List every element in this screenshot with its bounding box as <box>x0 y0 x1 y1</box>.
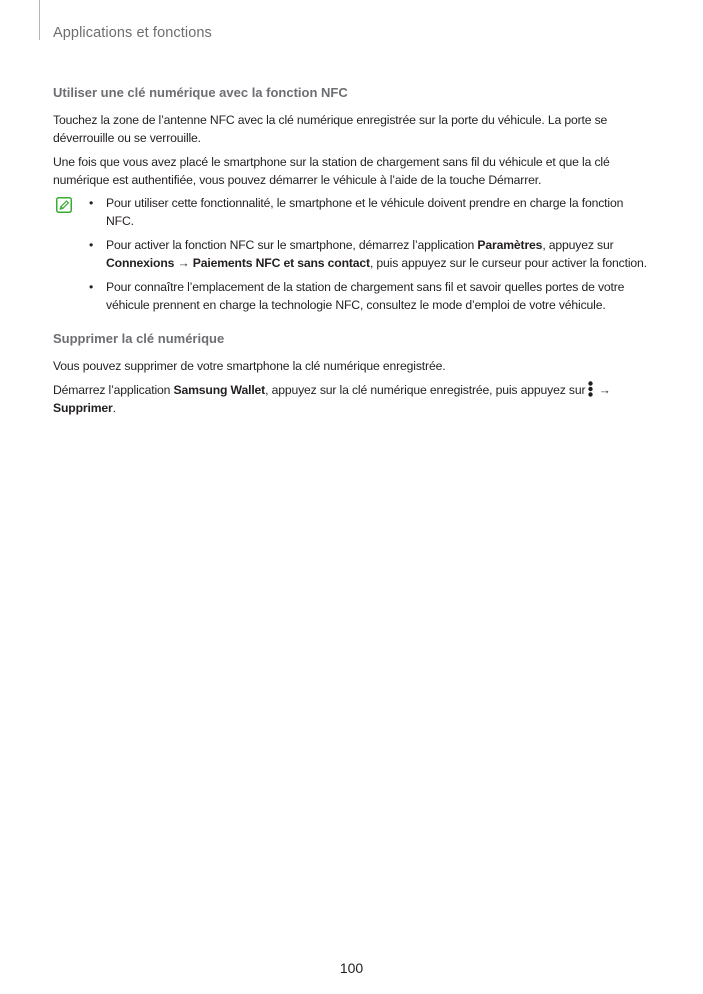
settings-app-name: Paramètres <box>477 238 543 252</box>
page-content <box>53 84 653 417</box>
delete-option-label: Supprimer <box>53 401 113 415</box>
note-item: • Pour connaître l’emplacement de la station de chargement sans fil et savoir quelles portes de votre véhicule prennent en charge la technologie NFC, consultez le mode d’emploi de votre véhicule. <box>89 280 625 312</box>
note-pencil-icon <box>56 197 72 213</box>
header-divider <box>39 0 40 40</box>
connections-menu-label: Connexions <box>106 256 175 270</box>
paragraph-nfc-start: Une fois que vous avez placé le smartphone sur la station de chargement sans fil du véhicule et que la clé numérique est authentifiée, vous pouvez démarrer le véhicule à l’aide de la touche Démarrer. <box>53 155 610 187</box>
section-title-delete: Supprimer la clé numérique <box>53 331 225 346</box>
paragraph-delete-intro: Vous pouvez supprimer de votre smartphone la clé numérique enregistrée. <box>53 359 446 373</box>
samsung-wallet-app-name: Samsung Wallet <box>173 383 266 397</box>
note-item: • Pour activer la fonction NFC sur le smartphone, démarrez l’application Paramètres, appuyez sur Connexions → Paiements NFC et sans contact, puis appuyez sur le curseur pour activer la fonction. <box>89 238 647 270</box>
paragraph-nfc-unlock: Touchez la zone de l’antenne NFC avec la clé numérique enregistrée sur la porte du véhicule. La porte se déverrouille ou se verrouille. <box>53 113 608 145</box>
note-item: • Pour utiliser cette fonctionnalité, le smartphone et le véhicule doivent prendre en charge la fonction NFC. <box>89 196 624 228</box>
arrow: → <box>595 383 611 397</box>
paragraph-delete-steps: Démarrez l’application Samsung Wallet, appuyez sur la clé numérique enregistrée, puis appuyez sur → Supprimer. <box>53 383 611 415</box>
page-header-title: Applications et fonctions <box>53 25 212 41</box>
section-title-nfc: Utiliser une clé numérique avec la fonction NFC <box>53 85 348 100</box>
more-options-icon <box>588 381 593 397</box>
arrow: → <box>174 256 193 270</box>
bullet: • <box>89 280 94 294</box>
note-box <box>53 194 653 314</box>
page-number: 100 <box>339 960 364 976</box>
bullet: • <box>89 238 94 252</box>
nfc-payments-menu-label: Paiements NFC et sans contact <box>192 256 370 270</box>
note-list <box>89 194 653 314</box>
bullet: • <box>89 196 94 210</box>
